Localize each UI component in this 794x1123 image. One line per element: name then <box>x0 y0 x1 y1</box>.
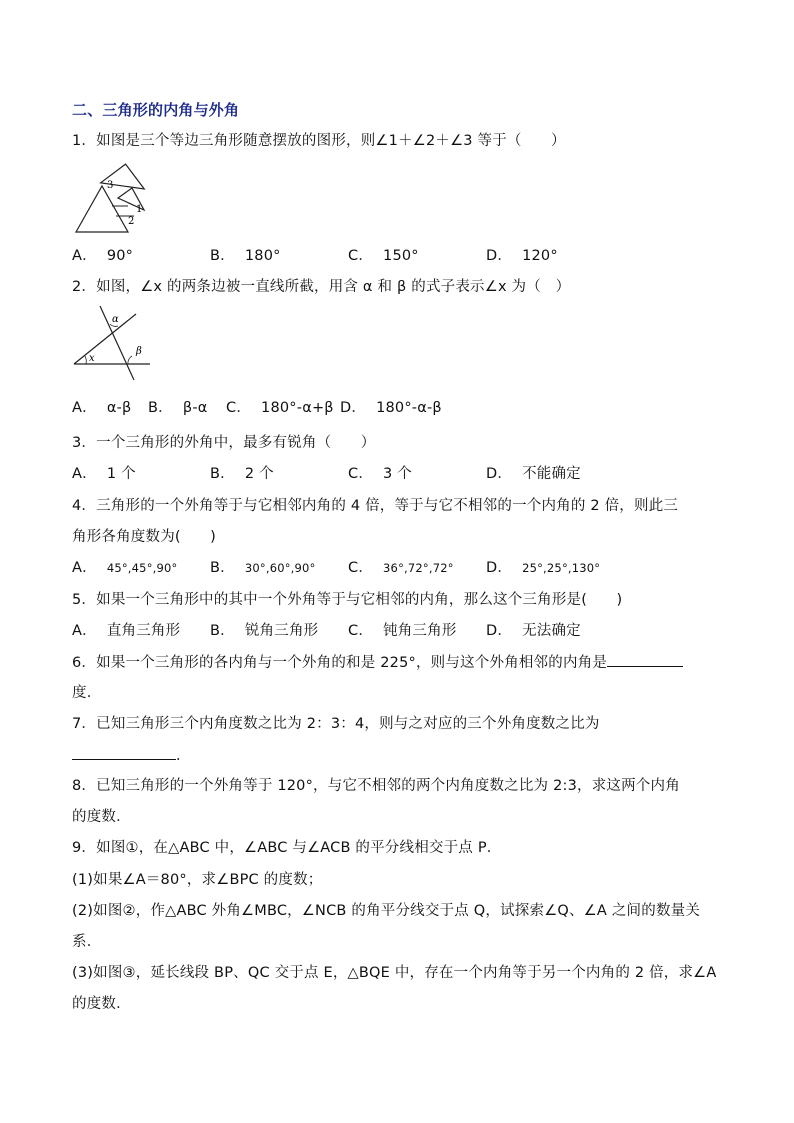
q2-option-c[interactable]: C． 180°-α+β <box>226 400 334 416</box>
question-9-line1: 9．如图①，在△ABC 中，∠ABC 与∠ACB 的平分线相交于点 P． <box>72 840 502 856</box>
q1-option-d[interactable]: D． 120° <box>486 248 558 264</box>
question-1-stem: 1．如图是三个等边三角形随意摆放的图形，则∠1＋∠2＋∠3 等于（ ） <box>72 133 566 149</box>
section-title: 二、三角形的内角与外角 <box>72 101 240 119</box>
q6-answer-blank[interactable] <box>607 652 683 667</box>
q2-option-a[interactable]: A． α-β <box>72 400 132 416</box>
q1-angle-label-3: 3 <box>107 180 114 191</box>
question-2-stem: 2．如图，∠x 的两条边被一直线所截，用含 α 和 β 的式子表示∠x 为（ ） <box>72 279 571 295</box>
q1-angle-label-1: 1 <box>136 204 143 215</box>
q2-label-x: x <box>89 353 95 364</box>
q3-option-a[interactable]: A． 1 个 <box>72 466 136 482</box>
q2-label-alpha: α <box>112 314 119 325</box>
q4-option-b[interactable]: B． 30°,60°,90° <box>210 560 316 576</box>
q1-option-b[interactable]: B． 180° <box>210 248 281 264</box>
q3-option-d[interactable]: D． 不能确定 <box>486 466 581 482</box>
q2-option-b[interactable]: B． β-α <box>148 400 208 416</box>
q1-angle-label-2: 2 <box>128 216 135 227</box>
q5-option-b[interactable]: B． 锐角三角形 <box>210 623 319 639</box>
q3-option-b[interactable]: B． 2 个 <box>210 466 274 482</box>
question-6-stem: 6．如果一个三角形的各内角与一个外角的和是 225°，则与这个外角相邻的内角是 <box>72 652 724 673</box>
question-3-stem: 3．一个三角形的外角中，最多有锐角（ ） <box>72 435 376 451</box>
question-7-stem: 7．已知三角形三个内角度数之比为 2：3：4，则与之对应的三个外角度数之比为 <box>72 716 600 732</box>
question-9-part2-line2: 系． <box>72 934 102 950</box>
q4-option-d[interactable]: D． 25°,25°,130° <box>486 560 601 576</box>
q5-option-d[interactable]: D． 无法确定 <box>486 623 581 639</box>
question-8-line2: 的度数． <box>72 809 131 825</box>
question-7-answer-line: ． <box>72 745 724 766</box>
q5-option-a[interactable]: A． 直角三角形 <box>72 623 181 639</box>
question-5-stem: 5．如果一个三角形中的其中一个外角等于与它相邻的内角，那么这个三角形是( ) <box>72 592 623 608</box>
q7-answer-blank[interactable] <box>72 745 176 760</box>
q2-angle-figure <box>72 302 156 382</box>
q4-option-c[interactable]: C． 36°,72°,72° <box>348 560 454 576</box>
q1-option-c[interactable]: C． 150° <box>348 248 419 264</box>
q4-option-a[interactable]: A． 45°,45°,90° <box>72 560 178 576</box>
q2-label-beta: β <box>136 346 142 357</box>
q1-triangles-figure <box>72 160 168 236</box>
question-9-part2-line1: (2)如图②，作△ABC 外角∠MBC，∠NCB 的角平分线交于点 Q，试探索∠Q、∠A 之间的数量关 <box>72 903 701 919</box>
question-9-part1: (1)如果∠A＝80°，求∠BPC 的度数； <box>72 872 323 888</box>
q5-option-c[interactable]: C． 钝角三角形 <box>348 623 457 639</box>
question-9-part3-line1: (3)如图③，延长线段 BP、QC 交于点 E，△BQE 中，存在一个内角等于另一个内角的 2 倍，求∠A <box>72 965 717 981</box>
question-6-tail: 度． <box>72 685 102 701</box>
q1-option-a[interactable]: A． 90° <box>72 248 134 264</box>
question-8-line1: 8．已知三角形的一个外角等于 120°，与它不相邻的两个内角度数之比为 2:3，求这两个内角 <box>72 778 680 794</box>
q3-option-c[interactable]: C． 3 个 <box>348 466 412 482</box>
question-4-stem-line1: 4．三角形的一个外角等于与它相邻内角的 4 倍，等于与它不相邻的一个内角的 2 倍，则此三 <box>72 498 679 514</box>
question-9-part3-line2: 的度数． <box>72 996 131 1012</box>
q2-option-d[interactable]: D． 180°-α-β <box>340 400 442 416</box>
question-4-stem-line2: 角形各角度数为( ) <box>72 529 217 545</box>
